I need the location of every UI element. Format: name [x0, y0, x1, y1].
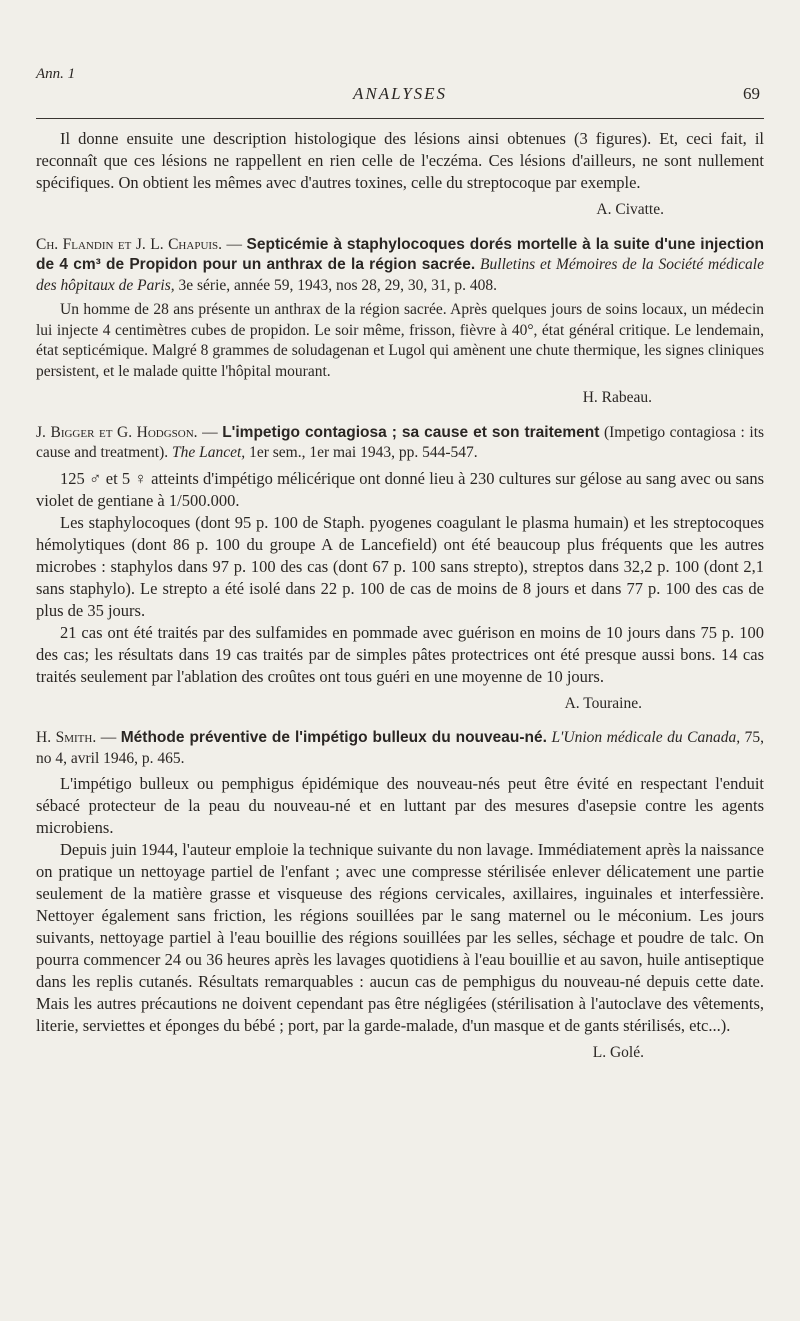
page-content — [36, 128, 764, 1074]
authors: J. Bigger et G. Hodgson. — — [36, 423, 218, 441]
running-head-left: Ann. 1 — [36, 66, 76, 82]
signature: L. Golé. — [592, 1044, 644, 1061]
authors: Ch. Flandin et J. L. Chapuis. — — [36, 235, 243, 253]
reference — [36, 423, 764, 464]
intro-paragraph: Il donne ensuite une description histologique des lésions ainsi obtenues (3 figures). Et, ceci fait, il reconnaît que ces lésions ne rappellent en rien celle de l'eczéma. Ces lésions d'ailleurs, ne sont nullement spécifiques. On obtient les mêmes avec d'autres toxines, celle du streptocoque par exemple. — [36, 129, 764, 192]
article-title: Méthode préventive de l'impétigo bulleux du nouveau-né. — [120, 729, 547, 746]
abstract-smith — [36, 728, 764, 1064]
abstract-paragraph: Les staphylocoques (dont 95 p. 100 de Staph. pyogenes coagulant le plasma humain) et les streptocoques hémolytiques (dont 86 p. 100 du groupe A de Lancefield) ont été beaucoup plus fréquents que les autres microbes : staphylos dans 97 p. 100 des cas (dont 67 p. 100 sans strepto), streptos dans 32,2 p. 100 (dont 2,1 sans staphylo). Le strepto a été isolé dans 22 p. 100 de cas de moins de 8 jours et dans 77 p. 100 des cas de plus de 35 jours. — [36, 512, 764, 620]
reference-details: 75, no 4, avril 1946, p. 465. — [36, 729, 765, 767]
abstract-paragraph: Depuis juin 1944, l'auteur emploie la technique suivante du non lavage. Immédiatement après la naissance on pratique un nettoyage partiel de l'enfant ; avec une compresse stérilisée enlever délicatement une partie seulement de la matière grasse et visqueuse des régions cervicales, axillaires, inguinales et interfessière. Nettoyer également sans friction, les régions souillées par le sang maternel ou le méconium. Les jours suivants, nettoyage partiel à l'eau bouillie des régions souillées par les selles, séchage et poudre de talc. On pourra commencer 24 ou 36 heures après les lavages quotidiens à l'eau bouillie et au savon, huile antiseptique dans les replis cutanés. Résultats remarquables : aucun cas de pemphigus du nouveau-né depuis cette date. Mais les autres précautions ne doivent cependant pas être négligées (stérilisation à l'autoclave des vêtements, literie, serviettes et éponges du bébé ; port, par la garde-malade, d'un masque et de gants stérilisés, etc...). — [36, 840, 764, 1035]
original-title: (Impetigo contagiosa : its cause and treatment). — [36, 423, 765, 461]
article-title: Septicémie à staphylocoques dorés mortelle à la suite d'une injection de 4 cm³ de Propidon pour un anthrax de la région sacrée. — [36, 235, 765, 273]
signature: A. Touraine. — [564, 694, 642, 712]
abstract-paragraph: 125 ♂ et 5 ♀ atteints d'impétigo mélicérique ont donné lieu à 230 cultures sur gélose au sang avec ou sans violet de gentiane à 1/500.000. — [36, 468, 764, 510]
page-header — [36, 62, 764, 110]
journal-name: Bulletins et Mémoires de la Société médicale des hôpitaux de Paris, — [36, 256, 764, 294]
abstract-paragraph: 21 cas ont été traités par des sulfamides en pommade avec guérison en moins de 10 jours dans 75 p. 100 des cas; les résultats dans 19 cas traités par de simples pâtes protectrices ont été presque aussi bons. 14 cas traités seulement par l'ablation des croûtes ont tous guéri en une moyenne de 10 jours. — [36, 622, 764, 686]
abstract-flandin — [36, 235, 764, 409]
authors: H. Smith. — — [36, 729, 117, 746]
abstract-bigger — [36, 423, 764, 715]
page-number: 69 — [743, 84, 760, 103]
abstract-paragraph: Un homme de 28 ans présente un anthrax de la région sacrée. Après quelques jours de soins locaux, un médecin lui injecte 4 centimètres cubes de propidon. Le soir même, frisson, fièvre à 40°, état général critique. Le lendemain, état septicémique. Malgré 8 grammes de soludagenan et Lugol qui amènent une chute thermique, les signes cliniques persistent, et le malade quitte l'hôpital mourant. — [36, 301, 764, 380]
abstract-paragraph: L'impétigo bulleux ou pemphigus épidémique des nouveau-nés peut être évité en respectant l'enduit sébacé protecteur de la peau du nouveau-né et en luttant par des mesures d'asepsie contre les agents microbiens. — [36, 774, 764, 837]
header-rule — [36, 118, 764, 119]
reference-details: 3e série, année 59, 1943, nos 28, 29, 30, 31, p. 408. — [178, 276, 498, 294]
reference — [36, 728, 764, 769]
journal-name: L'Union médicale du Canada, — [551, 729, 741, 746]
signature: A. Civatte. — [596, 201, 664, 218]
journal-name: The Lancet, — [172, 444, 246, 461]
section-title: ANALYSES — [352, 84, 448, 103]
reference — [36, 235, 764, 297]
signature: H. Rabeau. — [582, 389, 652, 406]
article-title: L'impetigo contagiosa ; sa cause et son traitement — [222, 423, 600, 441]
reference-details: 1er sem., 1er mai 1943, pp. 544-547. — [249, 444, 478, 461]
